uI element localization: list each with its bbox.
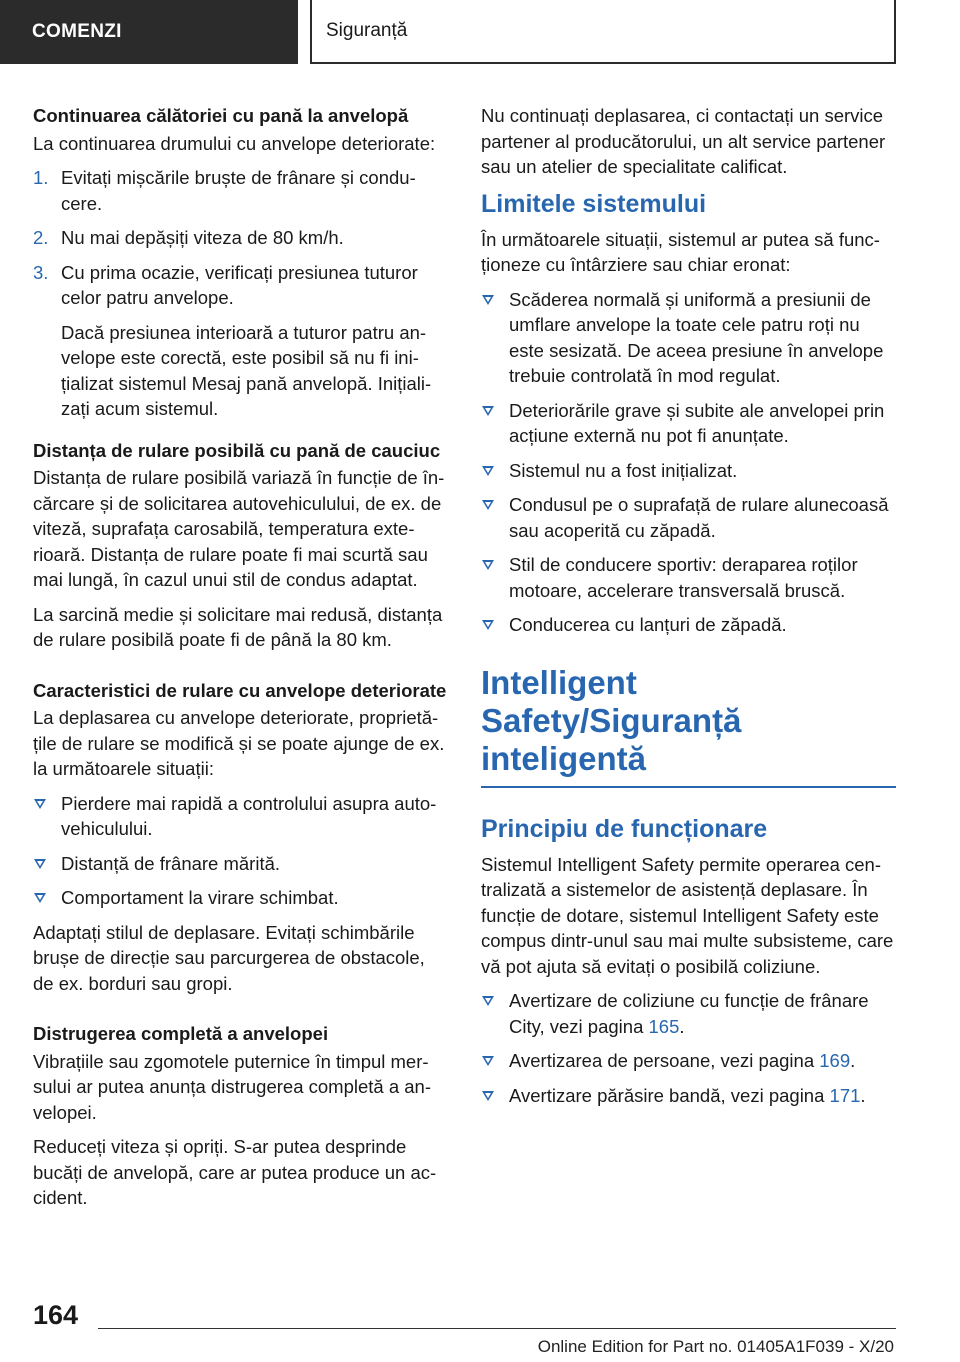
step-note: Dacă presiunea interioară a tuturor patru an-velope este corectă, este posibil să nu fi ini-țializat sistemul Mesaj pană anvelopă. Inițiali-zați acum sistemul. (61, 321, 432, 419)
page-number: 164 (33, 1300, 79, 1330)
step-item (33, 260, 448, 311)
page-link-171[interactable]: 171 (829, 1084, 861, 1106)
list-item: Avertizare părăsire bandă, vezi pagina 171. (481, 1083, 896, 1109)
triangle-bullet-icon (482, 466, 494, 476)
heading-intelligent-safety: Intelligent Safety/Siguranță inteligentă (481, 664, 896, 788)
section-label: COMENZI (32, 21, 122, 42)
limits-list (481, 287, 896, 638)
triangle-bullet-icon (34, 893, 46, 903)
step-number: 1. (33, 167, 49, 188)
list-item: Avertizarea de persoane, vezi pagina 169. (481, 1048, 896, 1074)
intro-continue: La continuarea drumului cu anvelope deteriorate: (33, 132, 436, 154)
para-limits: În următoarele situații, sistemul ar putea să func-ționeze cu întârziere sau chiar eronat: (481, 228, 880, 275)
list-item: Distanță de frânare mărită. (33, 851, 448, 877)
list-item: Conducerea cu lanțuri de zăpadă. (481, 612, 896, 638)
heading-principle: Principiu de funcționare (481, 814, 768, 843)
para-distance-1: Distanța de rulare posibilă variază în funcție de în-cărcare și de solicitarea autovehiculului, de ex. de viteză, suprafața carosabilă, temperatura exte-rioară. Distanța de rulare poate fi mai scurtă sau mai lungă, în cazul unui stil de condus adaptat. (33, 467, 445, 590)
list-item: Deteriorările grave și subite ale anvelopei prin acțiune externă nu pot fi anunțate. (481, 398, 896, 449)
para-destruction-2: Reduceți viteza și opriți. S-ar putea desprinde bucăți de anvelopă, care ar putea produce un ac-cident. (33, 1136, 437, 1208)
footer-divider (98, 1328, 896, 1329)
heading-destruction: Distrugerea completă a anvelopei (33, 1023, 329, 1044)
para-distance-2: La sarcină medie și solicitare mai redusă, distanța de rulare posibilă poate fi de până la 80 km. (33, 603, 443, 650)
heading-system-limits: Limitele sistemului (481, 189, 707, 218)
heading-characteristics: Caracteristici de rulare cu anvelope deteriorate (33, 679, 447, 701)
heading-distance: Distanța de rulare posibilă cu pană de cauciuc (33, 439, 441, 461)
para-principle: Sistemul Intelligent Safety permite operarea cen-tralizată a sistemelor de asistență deplasare. În funcție de dotare, sistemul Intelligent Safety este compus dintr-unul sau mai multe subsisteme, care vă pot ajuta să evitați o posibilă coliziune. (481, 853, 894, 977)
list-item: Avertizare de coliziune cu funcție de frânare City, vezi pagina 165. (481, 988, 896, 1039)
step-item (33, 165, 448, 216)
list-item: Comportament la virare schimbat. (33, 885, 448, 911)
para-service: Nu continuați deplasarea, ci contactați un service partener al producătorului, un alt service partener sau un atelier de specialitate calificat. (481, 105, 886, 177)
steps-list (33, 165, 448, 311)
triangle-bullet-icon (34, 799, 46, 809)
triangle-bullet-icon (482, 620, 494, 630)
left-column (33, 103, 448, 1220)
references-list (481, 988, 896, 1108)
triangle-bullet-icon (482, 1091, 494, 1101)
step-text: Evitați mișcările bruște de frânare și condu-cere. (61, 167, 416, 214)
chapter-header (310, 0, 896, 64)
page-link-169[interactable]: 169 (819, 1050, 851, 1071)
list-item: Stil de conducere sportiv: deraparea roților motoare, accelerare transversală bruscă. (481, 552, 896, 603)
characteristics-list (33, 791, 448, 911)
para-characteristics: La deplasarea cu anvelope deteriorate, proprietă-țile de rulare se modifică și se poate ajunge de ex. la următoarele situații: (33, 707, 445, 779)
triangle-bullet-icon (482, 295, 494, 305)
right-column (481, 103, 896, 1117)
list-item: Sistemul nu a fost inițializat. (481, 458, 896, 484)
step-number: 3. (33, 261, 49, 283)
para-destruction-1: Vibrațiile sau zgomotele puternice în timpul mer-sului ar putea anunța distrugerea completă a an-velopei. (33, 1050, 432, 1123)
triangle-bullet-icon (482, 406, 494, 416)
step-text: Cu prima ocazie, verificați presiunea tuturor celor patru anvelope. (61, 261, 418, 308)
page-link-165[interactable]: 165 (648, 1015, 680, 1037)
triangle-bullet-icon (482, 1056, 494, 1066)
heading-continue: Continuarea călătoriei cu pană la anvelopă (33, 105, 409, 126)
chapter-title: Siguranță (326, 20, 408, 41)
triangle-bullet-icon (482, 500, 494, 510)
step-text: Nu mai depășiți viteza de 80 km/h. (61, 227, 344, 248)
para-adapt: Adaptați stilul de deplasare. Evitați schimbările brușe de direcție sau parcurgerea de obstacole, de ex. borduri sau gropi. (33, 921, 425, 994)
step-item (33, 225, 448, 251)
triangle-bullet-icon (482, 560, 494, 570)
triangle-bullet-icon (34, 859, 46, 869)
section-tab[interactable] (0, 0, 298, 64)
list-item: Scăderea normală și uniformă a presiunii de umflare anvelope la toate cele patru roți nu este sesizată. De aceea presiune în anvelope trebuie controlată în mod regulat. (481, 287, 896, 389)
step-number: 2. (33, 227, 49, 248)
list-item: Pierdere mai rapidă a controlului asupra auto-vehiculului. (33, 791, 448, 842)
edition-footer: Online Edition for Part no. 01405A1F039 - X/20 (537, 1337, 894, 1356)
triangle-bullet-icon (482, 996, 494, 1006)
list-item: Condusul pe o suprafață de rulare alunecoasă sau acoperită cu zăpadă. (481, 492, 896, 543)
